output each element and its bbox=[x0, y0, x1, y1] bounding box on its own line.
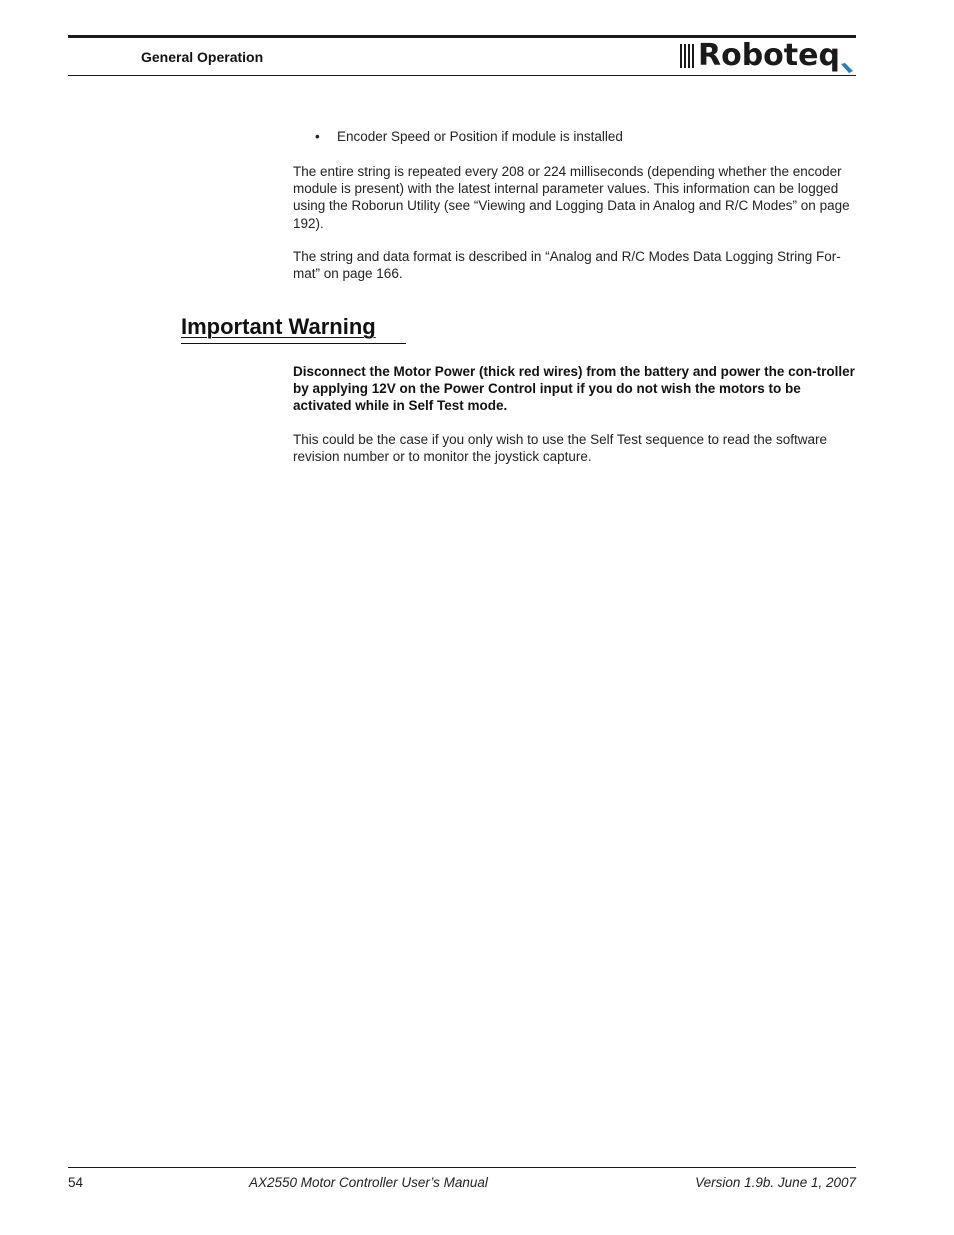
footer-rule bbox=[68, 1167, 856, 1168]
title-double-underline bbox=[181, 343, 406, 344]
roboteq-logo bbox=[680, 38, 856, 74]
list-item-text: Encoder Speed or Position if module is installed bbox=[337, 129, 623, 144]
manual-title: AX2550 Motor Controller User’s Manual bbox=[249, 1175, 488, 1190]
body-paragraph: The entire string is repeated every 208 or 224 milliseconds (depending whether the encoder module is present) with the latest internal parameter values. This information can be logged using the Roborun Utility (see “Viewing and Logging Data in Analog and R/C Modes” on page 192). bbox=[293, 164, 850, 231]
logo-bars-icon bbox=[680, 44, 698, 68]
logo-tick-icon bbox=[840, 62, 854, 74]
body-paragraph: The string and data format is described in “Analog and R/C Modes Data Logging String For-mat” on page 166. bbox=[293, 249, 841, 282]
list-item bbox=[315, 128, 623, 145]
body-paragraph: This could be the case if you only wish to use the Self Test sequence to read the software revision number or to monitor the joystick capture. bbox=[293, 432, 828, 465]
version-text: Version 1.9b. June 1, 2007 bbox=[695, 1175, 856, 1190]
logo-wordmark: Roboteq bbox=[698, 38, 840, 73]
bullet-icon: • bbox=[315, 129, 320, 144]
header-bottom-rule bbox=[68, 75, 856, 76]
warning-text: Disconnect the Motor Power (thick red wires) from the battery and power the con-troller by applying 12V on the Power Control input if you do not wish the motors to be activated while in Self Test mode. bbox=[293, 364, 855, 414]
section-header: General Operation bbox=[141, 49, 264, 65]
page-number: 54 bbox=[68, 1175, 84, 1190]
section-title: Important Warning bbox=[181, 314, 376, 339]
